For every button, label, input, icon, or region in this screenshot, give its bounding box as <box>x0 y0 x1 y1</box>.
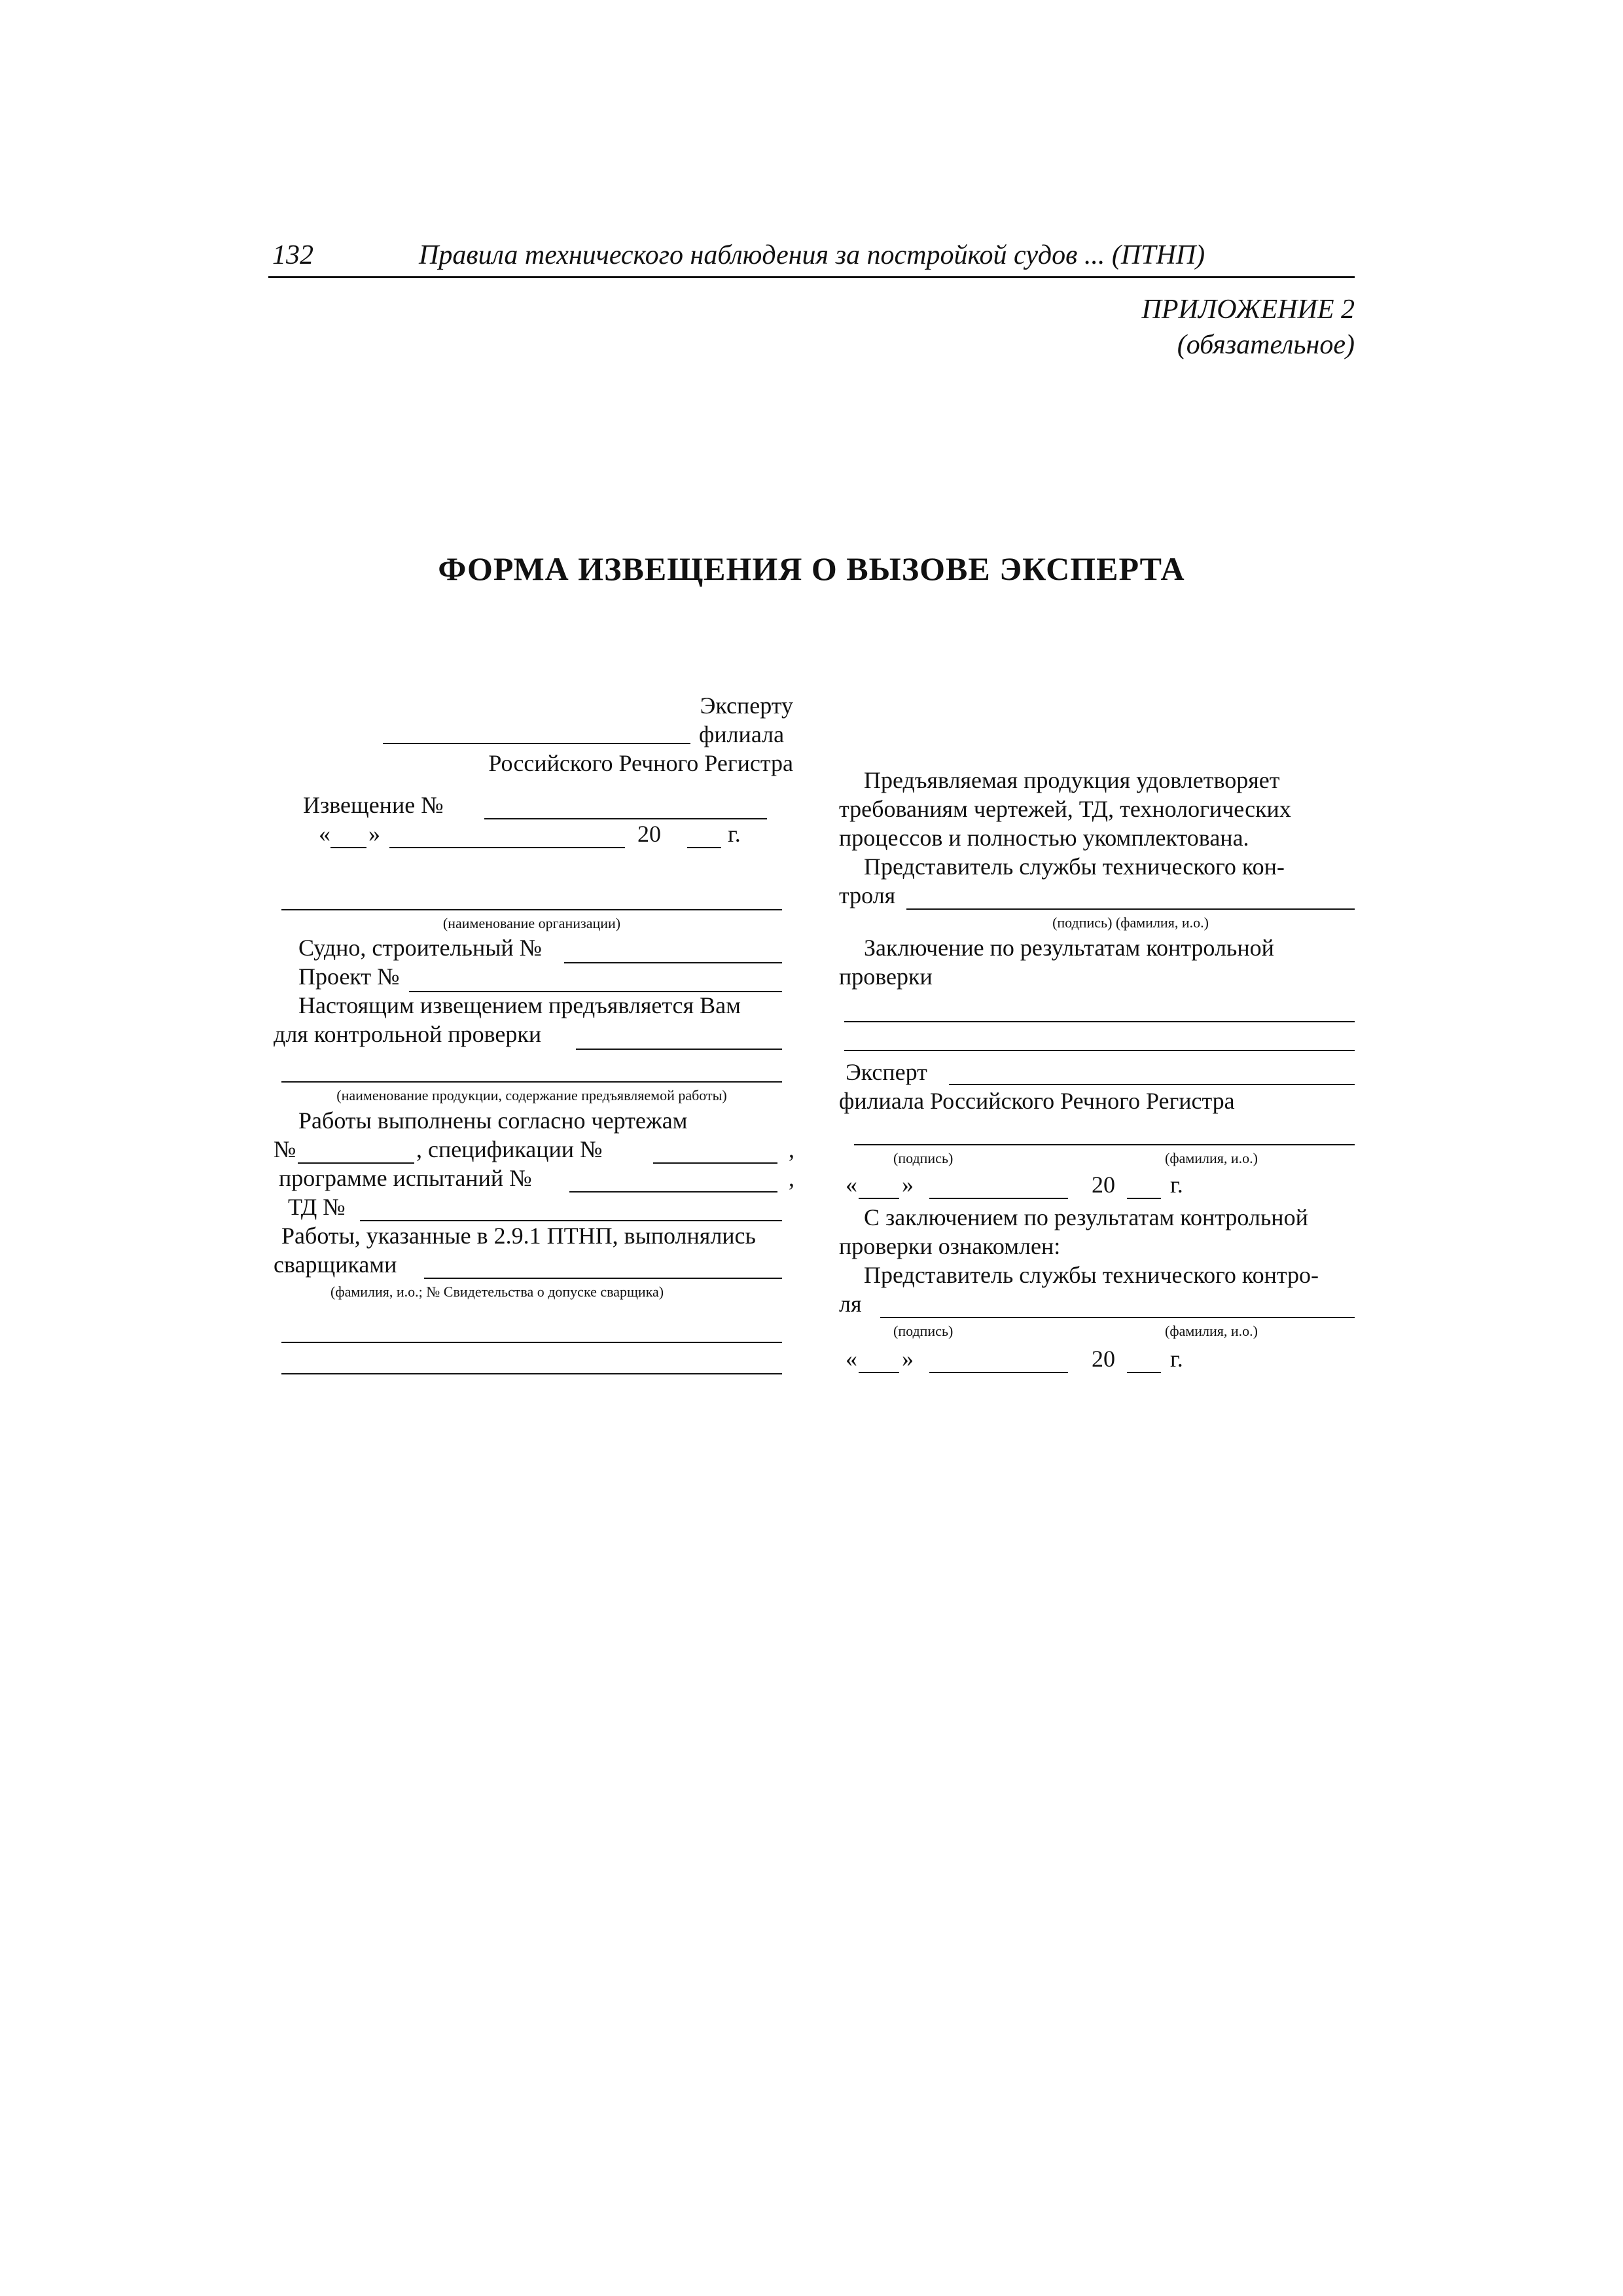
notice-number-blank <box>484 818 767 819</box>
date-close-quote: » <box>368 821 380 847</box>
check-subject-blank <box>576 1049 782 1050</box>
date-month-blank <box>389 847 625 848</box>
ack-date-day-blank <box>859 1372 899 1373</box>
presented-line-1: Настоящим извещением предъявляется Вам <box>298 992 741 1018</box>
presented-line-2: для контрольной проверки <box>274 1021 542 1047</box>
product-blank <box>281 1081 782 1083</box>
expert-branch: филиала Российского Речного Регистра <box>839 1088 1235 1114</box>
page-number: 132 <box>272 240 313 270</box>
qc-rep-caption: (подпись) (фамилия, и.о.) <box>1052 914 1209 931</box>
acknowledged-line-1: С заключением по результатам контрольной <box>864 1204 1308 1230</box>
date-day-blank <box>330 847 366 848</box>
conformity-line-3: процессов и полностью укомплектована. <box>839 825 1249 851</box>
addressee-register: Российского Речного Регистра <box>488 750 793 776</box>
test-program-blank <box>569 1191 777 1193</box>
expert-date-close-quote: » <box>902 1172 914 1198</box>
conclusion-line-1: Заключение по результатам контрольной <box>864 935 1274 961</box>
ack-date-year-blank <box>1127 1372 1161 1373</box>
spec-number-blank <box>653 1162 777 1164</box>
expert-label: Эксперт <box>846 1059 927 1085</box>
test-program-label: программе испытаний № <box>279 1165 532 1191</box>
ack-date-year-prefix: 20 <box>1092 1346 1115 1372</box>
qc-rep2-line-2: ля <box>839 1291 862 1317</box>
appendix-label <box>1142 292 1355 363</box>
appendix-number: ПРИЛОЖЕНИЕ 2 <box>1141 295 1355 325</box>
expert-date-year-prefix: 20 <box>1092 1172 1115 1198</box>
expert-signature-caption: (подпись) <box>893 1150 954 1166</box>
expert-signature-blank <box>854 1144 1355 1145</box>
date-year-prefix: 20 <box>637 821 661 847</box>
conformity-line-2: требованиям чертежей, ТД, технологических <box>839 796 1291 822</box>
date-year-suffix: г. <box>728 821 741 847</box>
expert-date-year-suffix: г. <box>1170 1172 1183 1198</box>
vessel-number-blank <box>564 962 782 963</box>
vessel-number-label: Судно, строительный № <box>298 935 543 961</box>
qc-rep2-line-1: Представитель службы технического контро- <box>864 1262 1319 1288</box>
qc-rep2-signature-blank <box>880 1317 1355 1318</box>
ack-date-open-quote: « <box>846 1346 857 1372</box>
qc-rep-line-2: троля <box>839 882 896 908</box>
branch-name-blank <box>383 743 690 744</box>
addressee-branch: филиала <box>699 721 785 747</box>
welders-blank-2 <box>281 1342 782 1343</box>
acknowledged-line-2: проверки ознакомлен: <box>839 1233 1061 1259</box>
drawing-number-label: № <box>274 1136 296 1162</box>
spec-comma: , <box>789 1136 794 1162</box>
qc-rep-signature-blank <box>906 908 1355 910</box>
works-line-1: Работы выполнены согласно чертежам <box>298 1107 688 1134</box>
qc-rep2-signature-caption: (подпись) <box>893 1323 954 1339</box>
expert-date-year-blank <box>1127 1198 1161 1199</box>
expert-date-month-blank <box>929 1198 1068 1199</box>
conclusion-line-2: проверки <box>839 963 933 990</box>
page-header <box>268 236 1355 278</box>
conclusion-blank-2 <box>844 1050 1355 1051</box>
welders-caption: (фамилия, и.о.; № Свидетельства о допуске сварщика) <box>330 1283 664 1300</box>
date-year-blank <box>687 847 721 848</box>
expert-name-blank <box>949 1084 1355 1085</box>
date-open-quote: « <box>319 821 330 847</box>
ack-date-year-suffix: г. <box>1170 1346 1183 1372</box>
ack-date-close-quote: » <box>902 1346 914 1372</box>
organization-blank <box>281 909 782 910</box>
qc-rep2-name-caption: (фамилия, и.о.) <box>1165 1323 1258 1339</box>
spec-number-label: , спецификации № <box>416 1136 603 1162</box>
notice-number-label: Извещение № <box>303 792 444 818</box>
welders-blank <box>424 1278 782 1279</box>
organization-caption: (наименование организации) <box>442 915 621 931</box>
running-title: Правила технического наблюдения за постройкой судов ... (ПТНП) <box>419 240 1205 270</box>
welding-line-1: Работы, указанные в 2.9.1 ПТНП, выполнялись <box>281 1223 756 1249</box>
conformity-line-1: Предъявляемая продукция удовлетворяет <box>864 767 1280 793</box>
expert-date-day-blank <box>859 1198 899 1199</box>
welders-blank-3 <box>281 1373 782 1374</box>
appendix-note: (обязательное) <box>1177 330 1355 360</box>
ack-date-month-blank <box>929 1372 1068 1373</box>
expert-date-open-quote: « <box>846 1172 857 1198</box>
conclusion-blank-1 <box>844 1021 1355 1022</box>
qc-rep-line-1: Представитель службы технического кон- <box>864 853 1285 880</box>
project-number-label: Проект № <box>298 963 400 990</box>
form-title: ФОРМА ИЗВЕЩЕНИЯ О ВЫЗОВЕ ЭКСПЕРТА <box>438 550 1185 587</box>
product-caption: (наименование продукции, содержание предъявляемой работы) <box>336 1087 727 1103</box>
td-number-label: ТД № <box>288 1194 346 1220</box>
expert-name-caption: (фамилия, и.о.) <box>1165 1150 1258 1166</box>
program-comma: , <box>789 1165 794 1191</box>
addressee-expert: Эксперту <box>700 692 793 719</box>
welding-line-2: сварщиками <box>274 1251 397 1278</box>
